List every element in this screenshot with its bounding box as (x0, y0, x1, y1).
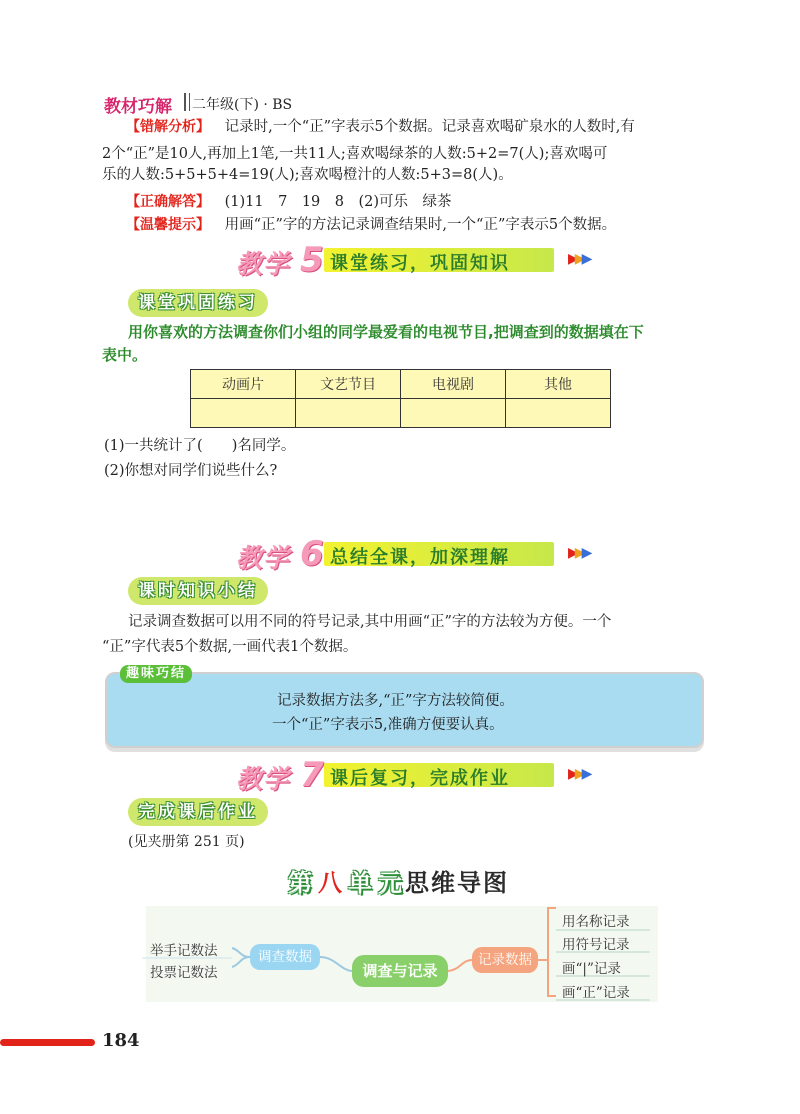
practice-section-label: 课堂巩固练习 (128, 289, 268, 317)
step5-number: 5 (300, 240, 324, 280)
footer-red-bar (0, 1039, 95, 1046)
table-header-cell: 动画片 (191, 370, 296, 399)
fun-summary-tag: 趣味巧结 (120, 665, 192, 683)
error-analysis-line3: 乐的人数:5+5+5+4=19(人);喜欢喝橙汁的人数:5+3=8(人)。 (102, 167, 513, 183)
error-analysis-line2: 2个“正”是10人,再加上1笔,一共11人;喜欢喝绿茶的人数:5+2=7(人);喜欢喝可 (102, 146, 608, 162)
question-1: (1)一共统计了( )名同学。 (104, 438, 296, 454)
mindmap-title-dan: 单 (348, 869, 372, 897)
survey-instruction-line1: 用你喜欢的方法调查你们小组的同学最爱看的电视节目,把调查到的数据填在下 (128, 323, 644, 341)
connector-right-bottom (548, 960, 556, 996)
step5-title: 课堂练习，巩固知识 (330, 253, 510, 274)
error-analysis-tag: 【错解分析】 (126, 119, 210, 135)
summary-line1: 记录调查数据可以用不同的符号记录,其中用画“正”字的方法较为方便。一个 (128, 614, 612, 630)
question-2: (2)你想对同学们说些什么? (104, 463, 278, 479)
summary-section-label: 课时知识小结 (128, 577, 268, 605)
mindmap-title-di: 第 (288, 869, 312, 897)
survey-instruction-line2: 表中。 (102, 346, 148, 364)
step7-number: 7 (300, 755, 324, 795)
step6-label: 教学 (236, 544, 291, 574)
summary-line2: “正”字代表5个数据,一画代表1个数据。 (102, 639, 358, 655)
connector-center-right (448, 960, 472, 971)
table-header-cell: 文艺节目 (296, 370, 401, 399)
step6-number: 6 (300, 534, 324, 574)
mindmap-left-leaf: 举手记数法 (150, 943, 218, 959)
mindmap-right-leaf: 用名称记录 (562, 914, 630, 930)
mindmap-right-leaf: 画“|”记录 (562, 961, 621, 977)
mindmap-right-node: 记录数据 (472, 947, 538, 973)
grade-label: 二年级(下) · BS (192, 97, 293, 113)
step7-label: 教学 (236, 765, 291, 795)
mindmap-title-rest: 思维导图 (405, 869, 509, 897)
mindmap-right-leaf: 用符号记录 (562, 937, 630, 953)
correct-answer-text: (1)11 7 19 8 (2)可乐 绿茶 (224, 194, 452, 210)
connector-right-top (538, 908, 556, 960)
connector-center-left (320, 957, 352, 971)
connector-left-1 (232, 948, 250, 957)
step5-label: 教学 (236, 250, 291, 280)
fun-summary-line1: 记录数据方法多,“正”字方法较简便。 (277, 693, 514, 709)
mindmap-center-node: 调查与记录 (352, 955, 448, 987)
error-analysis-line1: 记录时,一个“正”字表示5个数据。记录喜欢喝矿泉水的人数时,有 (224, 119, 635, 135)
mindmap-right-leaf: 画“正”记录 (562, 985, 630, 1001)
homework-section-label: 完成课后作业 (128, 798, 268, 826)
page-number: 184 (102, 1030, 140, 1051)
correct-answer-tag: 【正确解答】 (126, 194, 210, 210)
step5-arrows-icon: ▶▶▶ (568, 251, 589, 267)
mindmap-left-node: 调查数据 (250, 944, 320, 970)
fun-summary-line2: 一个“正”字表示5,准确方便要认真。 (272, 717, 504, 733)
table-header-cell: 电视剧 (401, 370, 506, 399)
step6-title: 总结全课，加深理解 (330, 547, 510, 568)
mindmap-left-leaf: 投票记数法 (150, 965, 218, 981)
book-brand: 教材巧解 (104, 97, 172, 117)
step6-arrows-icon: ▶▶▶ (568, 545, 589, 561)
table-header-cell: 其他 (506, 370, 611, 399)
step7-arrows-icon: ▶▶▶ (568, 766, 589, 782)
mindmap-title-yuan: 元 (378, 869, 402, 897)
homework-reference: (见夹册第 251 页) (128, 834, 245, 850)
connector-left-2 (232, 957, 250, 967)
mindmap-title-ba: 八 (318, 869, 342, 897)
warm-tip-tag: 【温馨提示】 (126, 217, 210, 233)
step7-title: 课后复习，完成作业 (330, 768, 510, 789)
warm-tip-text: 用画“正”字的方法记录调查结果时,一个“正”字表示5个数据。 (224, 217, 617, 233)
